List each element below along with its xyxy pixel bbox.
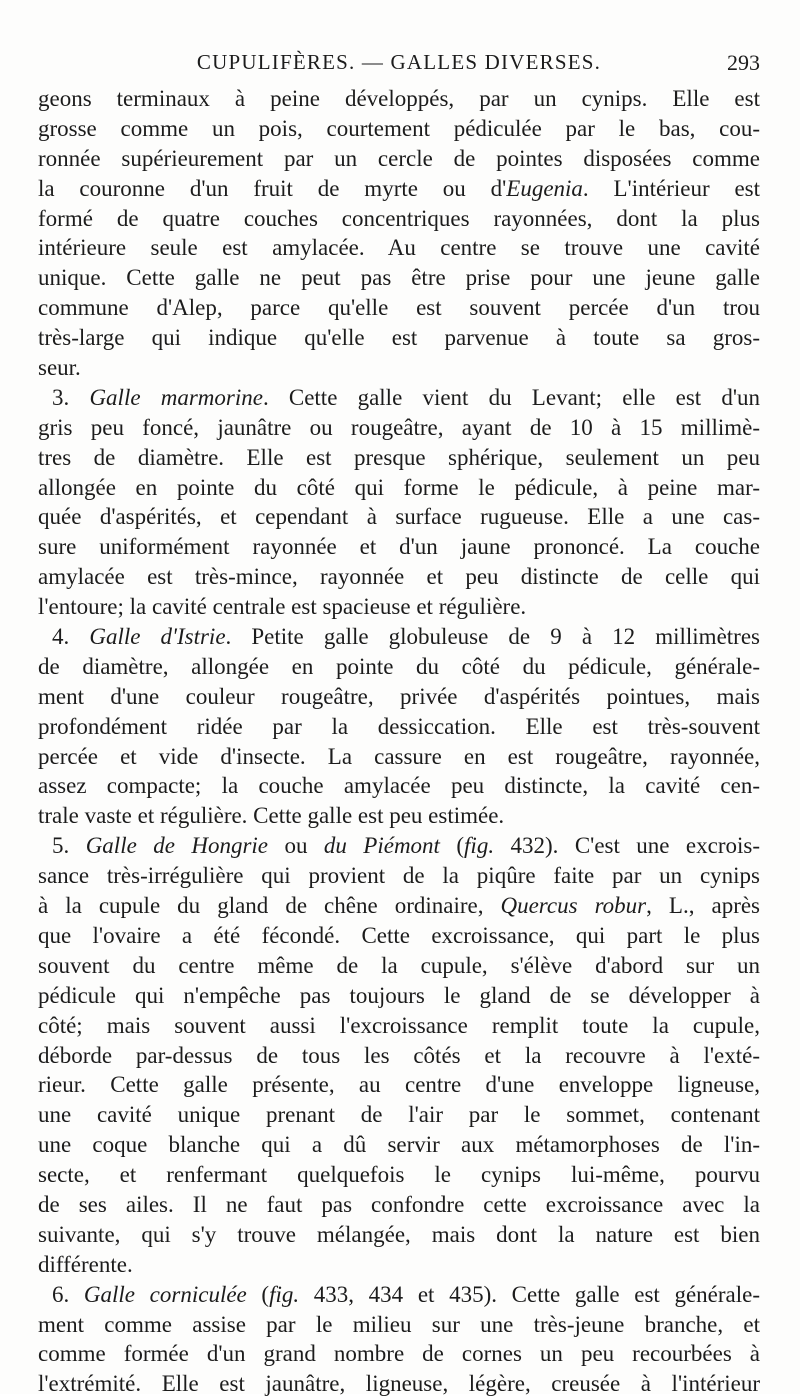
text-line: souvent du centre même de la cupule, s'élève d'abord sur un (38, 952, 760, 978)
text-line: sure uniformément rayonnée et d'un jaune prononcé. La couche (38, 534, 760, 560)
text-line: tres de diamètre. Elle est presque sphérique, seulement un peu (38, 444, 760, 470)
text-line: seur. (38, 355, 81, 381)
paragraph-start-galle-istrie: 4. Galle d'Istrie. Petite galle globuleuse de 9 à 12 millimètres (52, 624, 760, 650)
text-line: rieur. Cette galle présente, au centre d'une enveloppe ligneuse, (38, 1072, 760, 1098)
text-line: suivante, qui s'y trouve mélangée, mais dont la nature est bien (38, 1221, 760, 1247)
text-line: de diamètre, allongée en pointe du côté du pédicule, générale- (38, 653, 760, 679)
text-line: côté; mais souvent aussi l'excroissance remplit toute la cupule, (38, 1012, 760, 1038)
paragraph-start-galle-marmorine: 3. Galle marmorine. Cette galle vient du Levant; elle est d'un (52, 384, 760, 410)
text-line: comme formée d'un grand nombre de cornes un peu recourbées à (38, 1341, 760, 1367)
text-line: geons terminaux à peine développés, par un cynips. Elle est (38, 86, 760, 111)
italic-term: Galle corniculée (83, 1281, 247, 1307)
italic-term: Eugenia (506, 175, 583, 201)
text-line: une cavité unique prenant de l'air par le sommet, contenant (38, 1102, 760, 1128)
text-line: déborde par-dessus de tous les côtés et la recouvre à l'exté- (38, 1042, 760, 1068)
text-line: unique. Cette galle ne peut pas être prise pour une jeune galle (38, 265, 760, 291)
body-text (38, 84, 760, 1399)
text-line: une coque blanche qui a dû servir aux métamorphoses de l'in- (38, 1132, 760, 1158)
text-line: intérieure seule est amylacée. Au centre se trouve une cavité (38, 235, 760, 261)
text-line: l'entoure; la cavité centrale est spacieuse et régulière. (38, 594, 527, 620)
text-line: percée et vide d'insecte. La cassure en est rougeâtre, rayonnée, (38, 743, 760, 769)
text-line: allongée en pointe du côté qui forme le pédicule, à peine mar- (38, 474, 760, 500)
text-line: à la cupule du gland de chêne ordinaire, Quercus robur, L., après (38, 893, 760, 919)
italic-term: du Piémont (323, 833, 440, 859)
text-line: formé de quatre couches concentriques rayonnées, dont la plus (38, 205, 760, 231)
text-line: de ses ailes. Il ne faut pas confondre cette excroissance avec la (38, 1191, 760, 1217)
text-line: trale vaste et régulière. Cette galle est peu estimée. (38, 803, 505, 829)
text-line: ment comme assise par le milieu sur une très-jeune branche, et (38, 1311, 760, 1337)
italic-term: Galle de Hongrie (85, 833, 269, 859)
italic-term: Galle marmorine (89, 384, 263, 410)
text-line: sance très-irrégulière qui provient de la piqûre faite par un cynips (38, 863, 760, 889)
text-line: pédicule qui n'empêche pas toujours le gland de se développer à (38, 982, 760, 1008)
text-line: commune d'Alep, parce qu'elle est souvent percée d'un trou (38, 295, 760, 321)
text-line: assez compacte; la couche amylacée peu distincte, la cavité cen- (38, 773, 760, 799)
text-line: amylacée est très-mince, rayonnée et peu distincte de celle qui (38, 564, 760, 590)
text-line: ronnée supérieurement par un cercle de pointes disposées comme (38, 145, 760, 171)
italic-term: Quercus robur (500, 893, 647, 919)
page-number: 293 (727, 50, 760, 75)
text-line: profondément ridée par la dessiccation. Elle est très-souvent (38, 713, 760, 739)
text-line: quée d'aspérités, et cependant à surface rugueuse. Elle a une cas- (38, 504, 760, 530)
running-title: CUPULIFÈRES. — GALLES DIVERSES. (196, 50, 602, 74)
text-line: gris peu foncé, jaunâtre ou rougeâtre, ayant de 10 à 15 millimè- (38, 414, 760, 440)
text-line: grosse comme un pois, courtement pédiculée par le bas, cou- (38, 115, 760, 141)
text-line: différente. (38, 1251, 133, 1277)
text-line: la couronne d'un fruit de myrte ou d'Eugenia. L'intérieur est (38, 175, 760, 201)
text-line: très-large qui indique qu'elle est parvenue à toute sa gros- (38, 325, 760, 351)
italic-term: fig. (269, 1281, 300, 1307)
text-line: ment d'une couleur rougeâtre, privée d'aspérités pointues, mais (38, 683, 760, 709)
running-head (38, 50, 760, 80)
text-line: que l'ovaire a été fécondé. Cette excroissance, qui part le plus (38, 922, 760, 948)
text-line: l'extrémité. Elle est jaunâtre, ligneuse, légère, creusée à l'intérieur (38, 1371, 760, 1397)
paragraph-start-galle-corniculee: 6. Galle corniculée (fig. 433, 434 et 435). Cette galle est générale- (52, 1281, 760, 1307)
paragraph-start-galle-hongrie: 5. Galle de Hongrie ou du Piémont (fig. 432). C'est une excrois- (52, 833, 760, 859)
italic-term: fig. (464, 833, 495, 859)
text-line: secte, et renfermant quelquefois le cynips lui-même, pourvu (38, 1162, 760, 1188)
italic-term: Galle d'Istrie (89, 624, 226, 650)
